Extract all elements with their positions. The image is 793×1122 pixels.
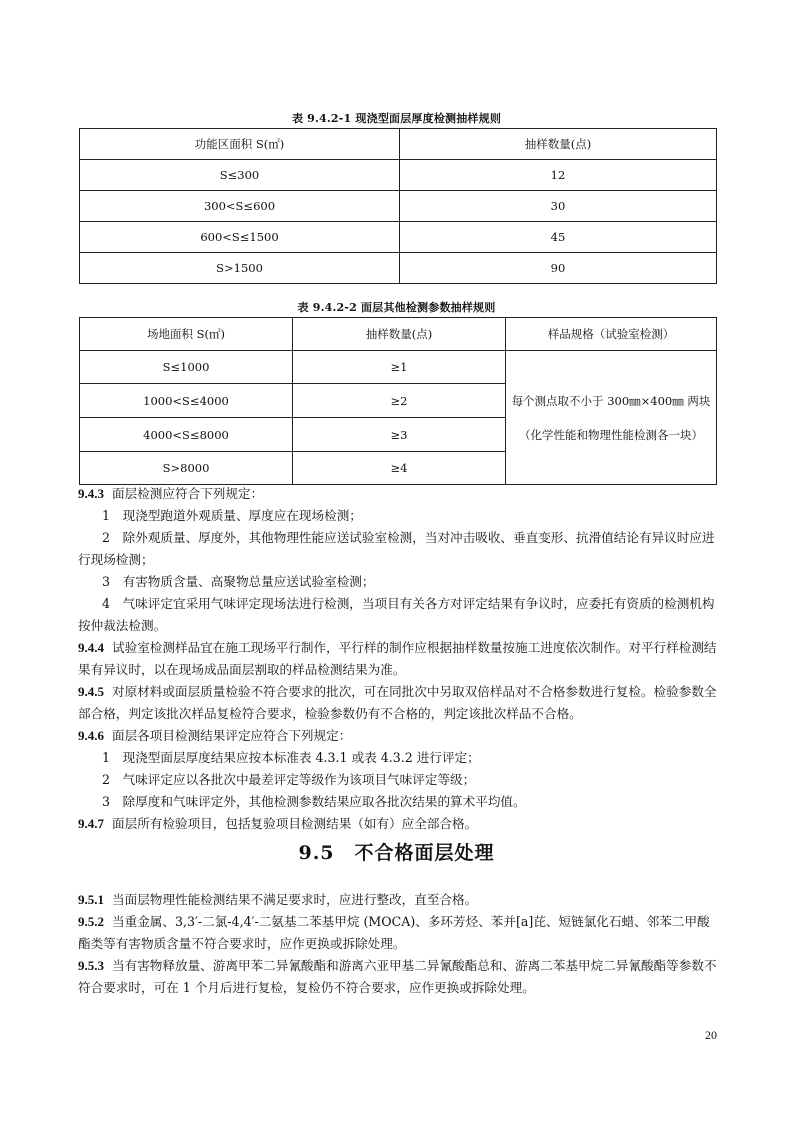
clause-text: 对原材料或面层质量检验不符合要求的批次，可在同批次中另取双倍样品对不合格参数进行复检。检验参数全部合格，判定该批次样品复检符合要求，检验参数仍有不合格的，判定该批次样品不合格。 [78, 684, 717, 721]
section-title: 9.5 不合格面层处理 [298, 842, 495, 864]
table2-cell: ≥2 [293, 384, 506, 418]
clause-text: 当面层物理性能检测结果不满足要求时，应进行整改，直至合格。 [112, 892, 478, 907]
clause-9-5-3 [78, 955, 718, 999]
table2-cell: 1000<S≤4000 [80, 384, 293, 418]
clause-item: 1 现浇型跑道外观质量、厚度应在现场检测； [102, 508, 362, 523]
table2-header-cell: 抽样数量(点) [293, 318, 506, 351]
table2-spec-cell [506, 351, 717, 485]
table2-header-row [80, 318, 717, 351]
clause-number: 9.4.4 [78, 640, 104, 655]
clause-9-5-1 [78, 889, 718, 911]
clause-item: 4 气味评定宜采用气味评定现场法进行检测，当项目有关各方对评定结果有争议时，应委托有资质的检测机构按仲裁法检测。 [78, 596, 715, 633]
clause-number: 9.5.1 [78, 892, 104, 907]
table2-cell: 4000<S≤8000 [80, 418, 293, 452]
table1-header-cell: 功能区面积 S(㎡) [80, 129, 400, 160]
table2-header-cell: 样品规格（试验室检测） [506, 318, 717, 351]
clause-number: 9.4.3 [78, 486, 104, 501]
table2-header-cell: 场地面积 S(㎡) [80, 318, 293, 351]
table2-cell: S>8000 [80, 452, 293, 485]
table-row [80, 160, 717, 191]
clause-9-4-5 [78, 681, 718, 725]
clause-number: 9.4.5 [78, 684, 104, 699]
table2-spec-line2: （化学性能和物理性能检测各一块） [519, 427, 703, 442]
table1-cell: 300<S≤600 [80, 191, 400, 222]
table2-cell: ≥3 [293, 418, 506, 452]
clause-9-5-2 [78, 911, 718, 955]
table1-cell: 90 [400, 253, 717, 284]
clause-text: 试验室检测样品宜在施工现场平行制作，平行样的制作应根据抽样数量按施工进度依次制作。对平行样检测结果有异议时，以在现场成品面层割取的样品检测结果为准。 [78, 640, 717, 677]
clause-item: 1 现浇型面层厚度结果应按本标准表 4.3.1 或表 4.3.2 进行评定； [102, 750, 480, 765]
table-row [80, 191, 717, 222]
clause-number: 9.4.7 [78, 816, 104, 831]
clause-9-4-6 [78, 725, 718, 747]
page-number: 20 [705, 1028, 717, 1042]
clause-item: 3 有害物质含量、高聚物总量应送试验室检测； [102, 574, 375, 589]
table1-header-cell: 抽样数量(点) [400, 129, 717, 160]
table2-spec-line1: 每个测点取不小于 300㎜×400㎜ 两块 [511, 393, 711, 408]
table2-caption: 表 9.4.2-2 面层其他检测参数抽样规则 [297, 301, 496, 314]
clause-text: 面层各项目检测结果评定应符合下列规定： [112, 728, 352, 743]
clause-text: 面层检测应符合下列规定： [112, 486, 264, 501]
table-row [80, 253, 717, 284]
table1-cell: S>1500 [80, 253, 400, 284]
table1-cell: 45 [400, 222, 717, 253]
table1-caption: 表 9.4.2-1 现浇型面层厚度检测抽样规则 [291, 112, 502, 125]
table-row [80, 222, 717, 253]
table2-cell: ≥4 [293, 452, 506, 485]
clause-9-4-4 [78, 637, 718, 681]
clause-9-4-3 [78, 483, 718, 505]
clause-number: 9.4.6 [78, 728, 104, 743]
clause-text: 当重金属、3,3′-二氯-4,4′-二氨基二苯基甲烷 (MOCA)、多环芳烃、苯并[a]芘、短链氯化石蜡、邻苯二甲酸酯类等有害物质含量不符合要求时，应作更换或拆除处理。 [78, 914, 710, 951]
table1 [79, 128, 717, 284]
clause-9-4-7 [78, 813, 718, 835]
clause-item: 2 除外观质量、厚度外，其他物理性能应送试验室检测，当对冲击吸收、垂直变形、抗滑值结论有异议时应进行现场检测； [78, 530, 715, 567]
clause-number: 9.5.2 [78, 914, 104, 929]
clause-text: 当有害物释放量、游离甲苯二异氰酸酯和游离六亚甲基二异氰酸酯总和、游离二苯基甲烷二异氰酸酯等参数不符合要求时，可在 1 个月后进行复检，复检仍不符合要求，应作更换或拆除处理。 [78, 958, 717, 995]
table1-cell: 600<S≤1500 [80, 222, 400, 253]
clause-text: 面层所有检验项目，包括复验项目检测结果（如有）应全部合格。 [112, 816, 478, 831]
table2 [79, 317, 717, 485]
table1-header-row [80, 129, 717, 160]
table-row [80, 351, 717, 384]
table1-cell: 12 [400, 160, 717, 191]
clause-item: 3 除厚度和气味评定外，其他检测参数结果应取各批次结果的算术平均值。 [102, 794, 526, 809]
table1-cell: 30 [400, 191, 717, 222]
clause-number: 9.5.3 [78, 958, 104, 973]
table1-cell: S≤300 [80, 160, 400, 191]
table2-cell: ≥1 [293, 351, 506, 384]
table2-cell: S≤1000 [80, 351, 293, 384]
clause-item: 2 气味评定应以各批次中最差评定等级作为该项目气味评定等级； [102, 772, 476, 787]
